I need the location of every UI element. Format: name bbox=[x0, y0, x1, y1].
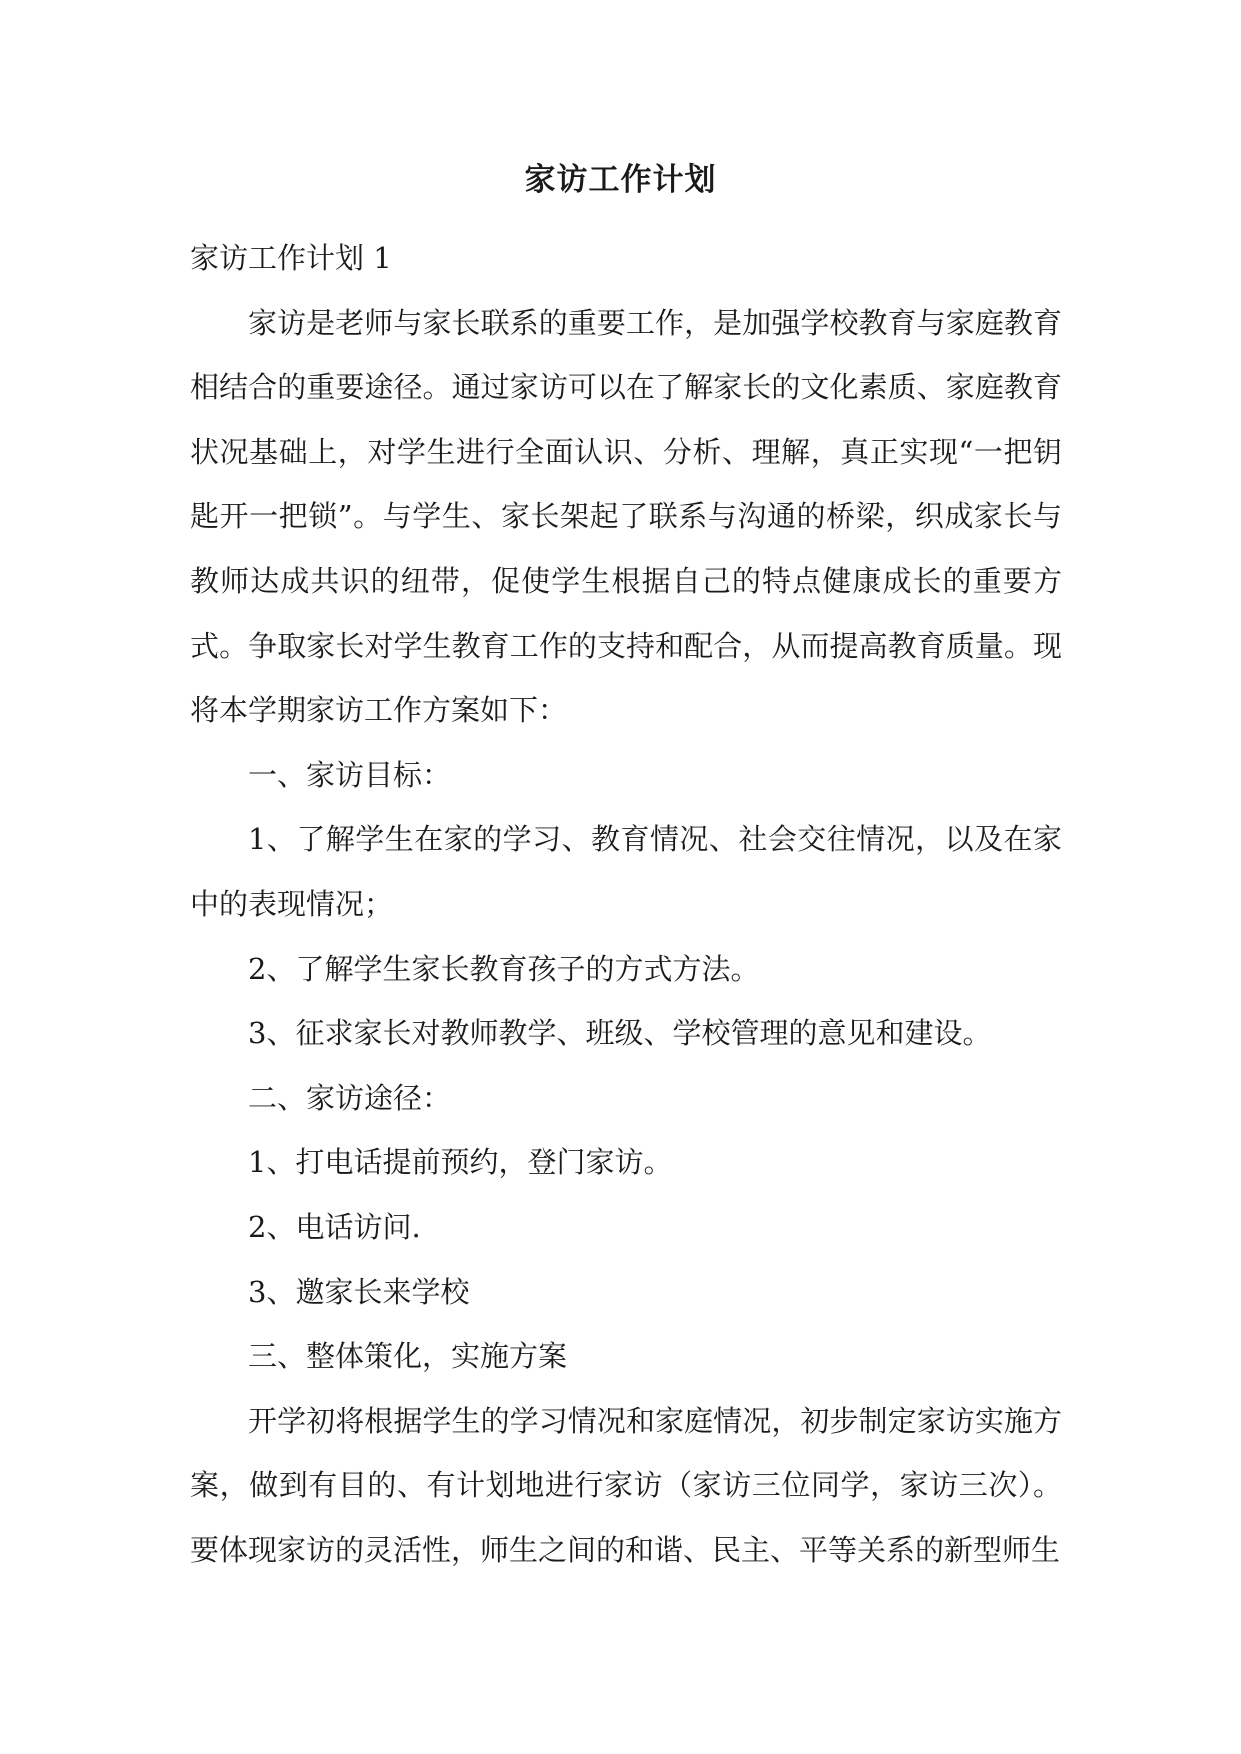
approach-item-1: 1、打电话提前预约，登门家访。 bbox=[248, 1145, 673, 1180]
document-body bbox=[190, 226, 1062, 1582]
heading-goals: 一、家访目标： bbox=[248, 757, 452, 792]
paragraph-plan: 开学初将根据学生的学习情况和家庭情况，初步制定家访实施方案，做到有目的、有计划地进行家访（家访三位同学，家访三次）。要体现家访的灵活性，师生之间的和谐、民主、平等关系的新型师生 bbox=[190, 1403, 1062, 1567]
paragraph-intro: 家访是老师与家长联系的重要工作，是加强学校教育与家庭教育相结合的重要途径。通过家访可以在了解家长的文化素质、家庭教育状况基础上，对学生进行全面认识、分析、理解，真正实现“一把钥匙开一把锁”。与学生、家长架起了联系与沟通的桥梁，织成家长与教师达成共识的纽带，促使学生根据自己的特点健康成长的重要方式。争取家长对学生教育工作的支持和配合，从而提高教育质量。现将本学期家访工作方案如下： bbox=[190, 305, 1062, 728]
approach-item-2: 2、电话访问. bbox=[248, 1209, 421, 1244]
goal-item-2: 2、了解学生家长教育孩子的方式方法。 bbox=[248, 951, 760, 986]
section-heading: 家访工作计划 1 bbox=[190, 241, 392, 275]
heading-plan: 三、整体策化，实施方案 bbox=[248, 1339, 568, 1374]
document-title: 家访工作计划 bbox=[524, 162, 717, 198]
goal-item-1: 1、了解学生在家的学习、教育情况、社会交往情况，以及在家中的表现情况； bbox=[190, 822, 1062, 921]
goal-item-3: 3、征求家长对教师教学、班级、学校管理的意见和建设。 bbox=[248, 1016, 992, 1051]
approach-item-3: 3、邀家长来学校 bbox=[248, 1274, 470, 1309]
heading-approaches: 二、家访途径： bbox=[248, 1080, 452, 1115]
